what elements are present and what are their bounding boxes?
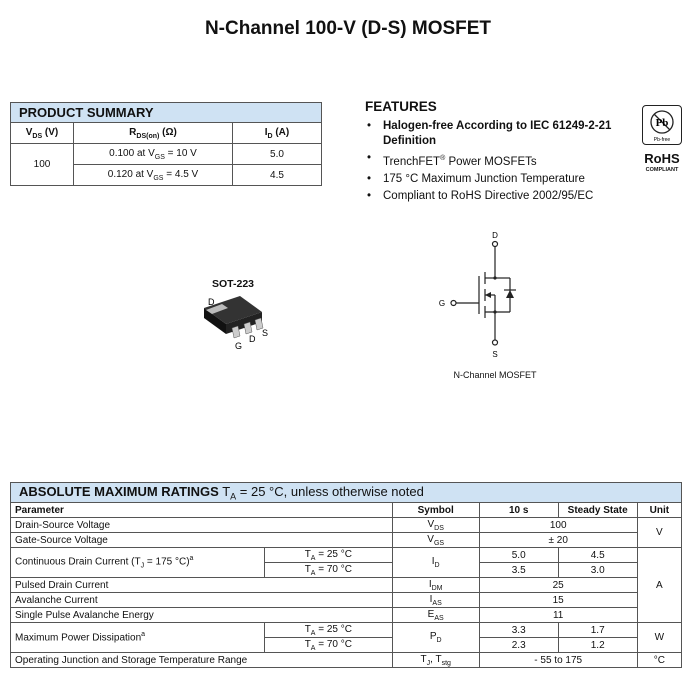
table-row: $T_A = 70$ °C 2.3 1.2: [11, 638, 682, 653]
page-title: N-Channel 100-V (D-S) MOSFET: [204, 18, 492, 39]
rohs-compliant-label: COMPLIANT: [645, 167, 679, 173]
col-symbol: Symbol: [392, 503, 479, 518]
symbol-g-label: G: [438, 299, 446, 308]
pin-g: G: [235, 341, 243, 351]
table-row: [11, 144, 322, 165]
product-summary-heading: PRODUCT SUMMARY: [11, 103, 322, 123]
pin-s: S: [262, 328, 269, 338]
table-row: $T_A = 70$ °C 3.5 3.0: [11, 563, 682, 578]
list-item: • TrenchFET® Power MOSFETs: [365, 151, 635, 170]
vds-value: 100: [11, 144, 74, 186]
table-row: Operating Junction and Storage Temperature Range $T_J$, $T_{stg}$ - 55 to 175 °C: [11, 653, 682, 668]
table-row: Drain-Source Voltage $V_{DS}$ 100 V: [11, 518, 682, 533]
col-unit: Unit: [637, 503, 681, 518]
symbol-d-label: D: [492, 231, 498, 240]
table-row: Maximum Power Dissipation$^a$ $T_A = 25$ °C $P_D$ 3.3 1.7 W: [11, 623, 682, 638]
rds-cell: 0.100 at $V_{GS} = 10$ V: [74, 144, 233, 165]
col-10s: 10 s: [479, 503, 558, 518]
absolute-maximum-ratings-table: [10, 482, 682, 668]
pin-d: D: [249, 334, 256, 344]
features-list: [365, 119, 635, 206]
table-row: Single Pulse Avalanche Energy $E_{AS}$ 11: [11, 608, 682, 623]
rds-cell: 0.120 at $V_{GS} = 4.5$ V: [74, 165, 233, 186]
col-id: $I_D$ (A): [233, 123, 322, 144]
table-row: Gate-Source Voltage $V_{GS}$ ± 20: [11, 533, 682, 548]
features-heading: FEATURES: [365, 99, 437, 114]
col-steady-state: Steady State: [558, 503, 637, 518]
table-row: Continuous Drain Current ($T_J = 175$ °C)$^a$ $T_A = 25$ °C $I_D$ 5.0 4.5 A: [11, 548, 682, 563]
table-row: Pulsed Drain Current $I_{DM}$ 25: [11, 578, 682, 593]
list-item: • Compliant to RoHS Directive 2002/95/EC: [365, 189, 635, 204]
col-rds: $R_{DS(on)}$ (Ω): [74, 123, 233, 144]
package-name: SOT-223: [212, 278, 255, 290]
svg-text:Pb: Pb: [655, 117, 669, 129]
list-item: • 175 °C Maximum Junction Temperature: [365, 172, 635, 187]
id-cell: 5.0: [233, 144, 322, 165]
pb-free-label: Pb-free: [653, 137, 671, 143]
col-parameter: Parameter: [11, 503, 393, 518]
symbol-s-label: S: [492, 350, 498, 359]
symbol-caption: N-Channel MOSFET: [453, 370, 537, 380]
pb-free-icon: [643, 106, 681, 144]
pb-free-badge: [642, 105, 682, 145]
product-summary-table: [10, 102, 322, 186]
list-item: • Halogen-free According to IEC 61249-2-21 Definition: [365, 119, 635, 149]
id-cell: 4.5: [233, 165, 322, 186]
package-illustration: [192, 290, 282, 352]
amr-heading: ABSOLUTE MAXIMUM RATINGS $T_A = 25$ °C, unless otherwise noted: [11, 483, 682, 503]
rohs-label: RoHS: [644, 151, 680, 166]
col-vds: $V_{DS}$ (V): [11, 123, 74, 144]
pin-d-top: D: [208, 297, 215, 307]
table-row: Avalanche Current $I_{AS}$ 15: [11, 593, 682, 608]
mosfet-symbol: [430, 228, 560, 368]
